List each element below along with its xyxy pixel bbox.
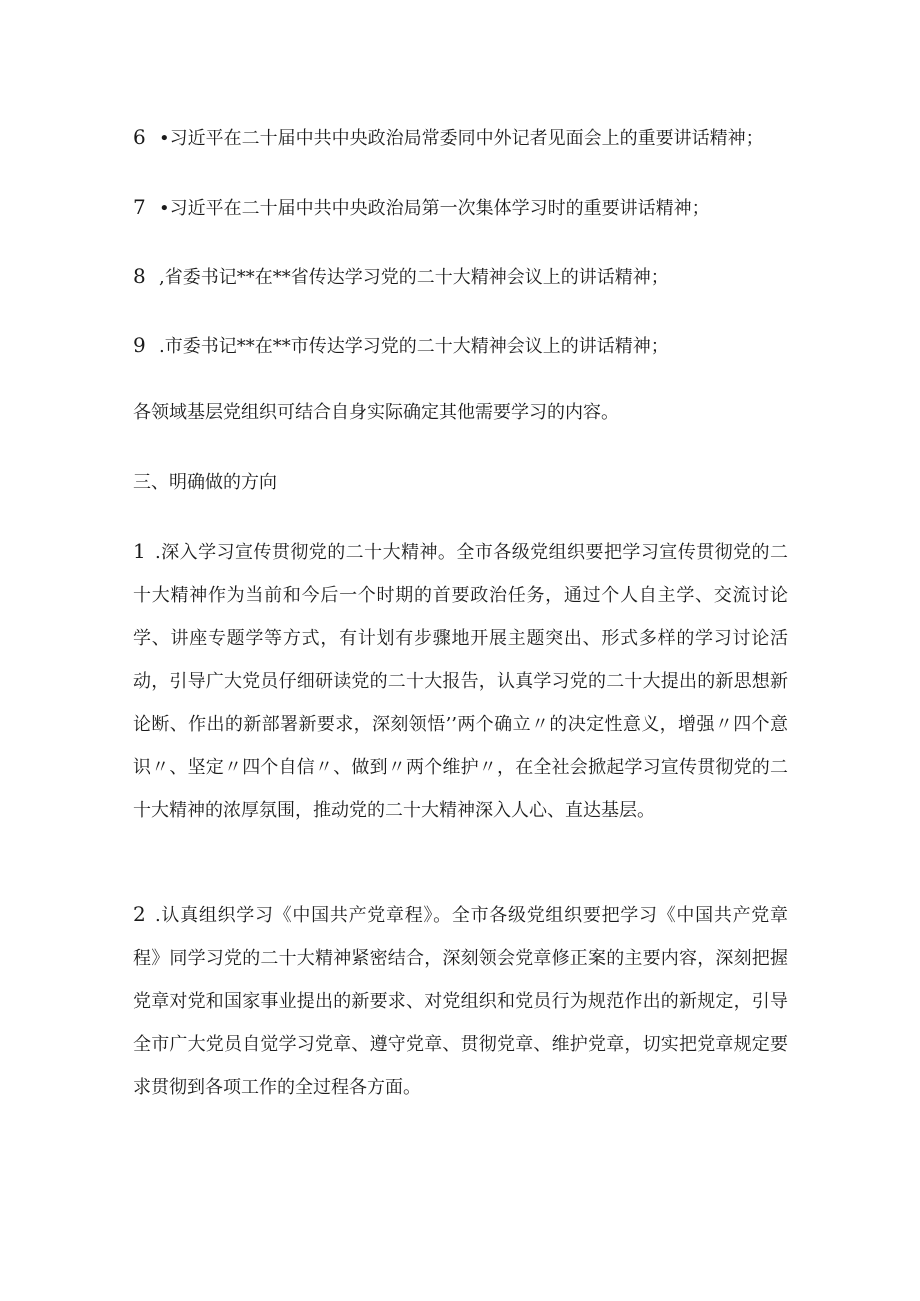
paragraph-text: .认真组织学习《中国共产党章程》。全市各级党组织要把学习《中国共产党章程》同学习党的二十大精神紧密结合，深刻领会党章修正案的主要内容，深刻把握党章对党和国家事业提出的新要求、对党组织和党员行为规范作出的新规定，引导全市广大党员自觉学习党章、遵守党章、贯彻党章、维护党章，切实把党章规定要求贯彻到各项工作的全过程各方面。: [133, 905, 788, 1098]
list-number: 6: [133, 125, 146, 149]
list-item-6: [133, 126, 764, 150]
list-text: •习近平在二十届中共中央政治局第一次集体学习时的重要讲话精神；: [159, 198, 710, 219]
list-item-9: [133, 334, 669, 358]
list-number: 8: [133, 264, 146, 288]
paragraph-number: 2: [133, 902, 146, 926]
list-number: 9: [133, 333, 146, 357]
list-item-8: [133, 265, 669, 289]
paragraph-number: 1: [133, 539, 146, 563]
paragraph-1: [133, 530, 788, 832]
list-text: •习近平在二十届中共中央政治局常委同中外记者见面会上的重要讲话精神；: [159, 128, 764, 149]
paragraph-2: [133, 893, 788, 1109]
list-item-7: [133, 196, 710, 220]
list-number: 7: [133, 195, 146, 219]
list-text: .市委书记**在**市传达学习党的二十大精神会议上的讲话精神；: [159, 336, 669, 357]
paragraph-text: .深入学习宣传贯彻党的二十大精神。全市各级党组织要把学习宣传贯彻党的二十大精神作为当前和今后一个时期的首要政治任务，通过个人自主学、交流讨论学、讲座专题学等方式，有计划有步骤地开展主题突出、形式多样的学习讨论活动，引导广大党员仔细研读党的二十大报告，认真学习党的二十大提出的新思想新论断、作出的新部署新要求，深刻领悟’’两个确立〃的决定性意义，增强〃四个意识〃、坚定〃四个自信〃、做到〃两个维护〃，在全社会掀起学习宣传贯彻党的二十大精神的浓厚氛围，推动党的二十大精神深入人心、直达基层。: [133, 542, 788, 821]
note-text: 各领域基层党组织可结合自身实际确定其他需要学习的内容。: [133, 402, 619, 423]
section-heading: 三、明确做的方向: [133, 472, 277, 493]
list-text: ,省委书记**在**省传达学习党的二十大精神会议上的讲话精神；: [159, 267, 669, 288]
